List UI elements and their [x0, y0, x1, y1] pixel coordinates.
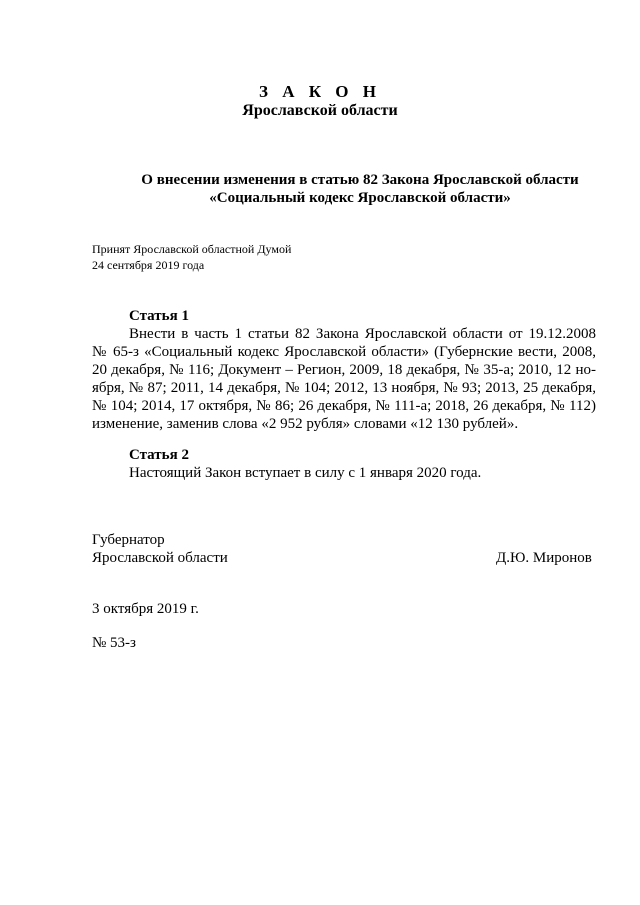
- signatory-region: Ярославской области: [92, 550, 228, 566]
- article-2-text: Настоящий Закон вступает в силу с 1 января 2020 года.: [129, 465, 482, 481]
- article-1-line: изменение, заменив слова «2 952 рубля» словами «12 130 рублей».: [92, 416, 519, 432]
- article-1-heading: Статья 1: [129, 308, 189, 324]
- article-2-heading: Статья 2: [129, 447, 189, 463]
- article-1-line: 20 декабря, № 116; Документ – Регион, 2009, 18 декабря, № 35-а; 2010, 12 но-: [92, 362, 596, 378]
- law-title-line-1: О внесении изменения в статью 82 Закона Ярославской области: [141, 172, 579, 188]
- signing-date: 3 октября 2019 г.: [92, 601, 199, 617]
- article-1-line: Внести в часть 1 статьи 82 Закона Ярославской области от 19.12.2008: [129, 326, 596, 342]
- law-region: Ярославской области: [242, 102, 398, 119]
- adoption-date: 24 сентября 2019 года: [92, 258, 205, 272]
- article-1-line: № 65-з «Социальный кодекс Ярославской области» (Губернские вести, 2008,: [92, 344, 596, 360]
- signatory-name: Д.Ю. Миронов: [496, 550, 592, 566]
- signatory-position: Губернатор: [92, 532, 165, 548]
- adoption-note: Принят Ярославской областной Думой: [92, 242, 292, 256]
- article-1-line: ября, № 87; 2011, 14 декабря, № 104; 2012, 13 ноября, № 93; 2013, 25 декабря,: [92, 380, 596, 396]
- law-heading: З А К О Н: [258, 82, 382, 101]
- law-title-line-2: «Социальный кодекс Ярославской области»: [209, 190, 511, 206]
- article-1-line: № 104; 2014, 17 октября, № 86; 26 декабря, № 111-а; 2018, 26 декабря, № 112): [92, 398, 596, 414]
- law-number: № 53-з: [92, 635, 136, 651]
